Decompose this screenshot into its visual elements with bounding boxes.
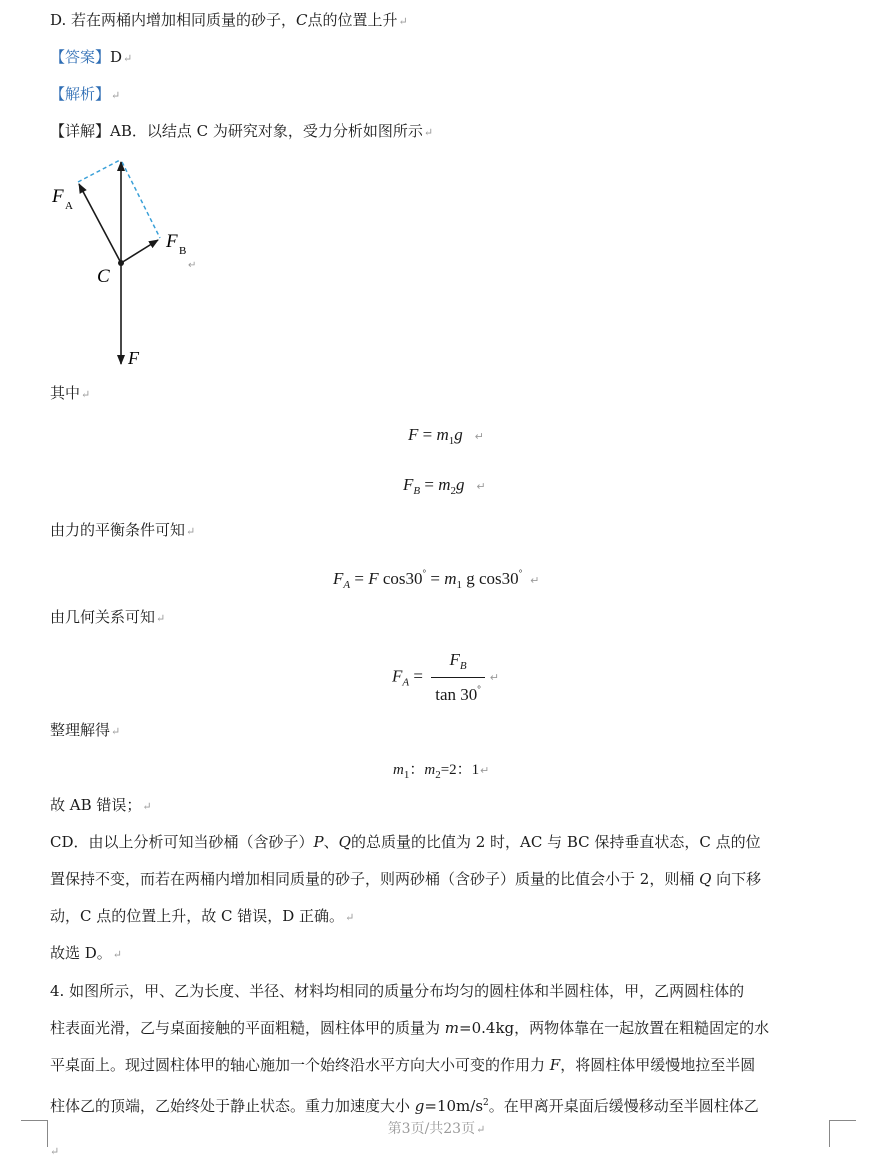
answer-line: 【答案】D↵ <box>50 48 133 66</box>
label-f: F <box>128 348 139 368</box>
q4-line-2: 柱表面光滑，乙与桌面接触的平面粗糙，圆柱体甲的质量为 m=0.4kg，两物体靠在一起放置在粗糙固定的水 <box>50 1019 770 1037</box>
arrow-fa <box>79 184 121 263</box>
detail-line: 【详解】AB．以结点 C 为研究对象，受力分析如图所示↵ <box>50 122 434 140</box>
label-c: C <box>97 266 110 287</box>
page-footer: 第3页/共23页↵ <box>387 1121 486 1137</box>
equation-3: $F_A = F$ $\cos 30^\circ = m_1$ g cos30°↵ <box>333 568 540 591</box>
label-fb: F <box>166 231 178 252</box>
q4-line-1: 4. 如图所示，甲、乙为长度、半径、材料均相同的质量分布均匀的圆柱体和半圆柱体，甲，乙两圆柱体的 <box>50 982 745 1000</box>
node-c <box>118 260 124 266</box>
end-mark: ↵ <box>50 1145 60 1158</box>
paragraph-mark: ↵ <box>398 15 408 28</box>
geometry-line: 由几何关系可知↵ <box>50 608 166 626</box>
equation-2: $F_B = m_2g$ ↵ <box>403 475 486 497</box>
svg-text:↵: ↵ <box>188 260 197 271</box>
equation-1: $F = m_1g$ ↵ <box>408 425 484 447</box>
label-fa-sub: A <box>65 200 73 212</box>
ratio-line: $m_1$：$m_2=2$：1↵ <box>393 762 490 781</box>
analysis-line: 【解析】↵ <box>50 85 121 103</box>
solve-line: 整理解得↵ <box>50 721 121 739</box>
dashed-line-top <box>78 160 120 182</box>
cd-line-1: CD．由以上分析可知当砂桶（含砂子）P、Q的总质量的比值为 2 时，AC 与 BC 保持垂直状态，C 点的位 <box>50 833 761 851</box>
q4-line-4: 柱体乙的顶端，乙始终处于静止状态。重力加速度大小 $g=10m/s^2$。在甲离开桌面后缓慢移动至半圆柱体乙 <box>50 1097 759 1115</box>
arrow-fb <box>121 240 158 263</box>
option-d: D. 若在两桶内增加相同质量的砂子，C点的位置上升↵ <box>50 11 408 29</box>
cd-line-2: 置保持不变，而若在两桶内增加相同质量的砂子，则两砂桶（含砂子）质量的比值会小于 2，则桶 Q 向下移 <box>50 870 762 888</box>
fraction: $\frac{F_B}{\tan 30^\circ}$ <box>431 650 485 705</box>
equation-4: $F_A$ = $\frac{F_B}{\tan 30^\circ}$ ↵ <box>392 650 500 704</box>
balance-line: 由力的平衡条件可知↵ <box>50 521 196 539</box>
answer-value: D <box>110 48 123 66</box>
detail-label: 【详解】 <box>50 122 111 140</box>
choose-line: 故选 D。↵ <box>50 944 123 962</box>
force-diagram <box>40 150 210 375</box>
page-number: 第3页/共23页 <box>387 1121 476 1137</box>
q4-line-3: 平桌面上。现过圆柱体甲的轴心施加一个始终沿水平方向大小可变的作用力 F，将圆柱体甲缓慢地拉至半圆 <box>50 1056 756 1074</box>
answer-label: 【答案】 <box>50 48 111 66</box>
ab-wrong-line: 故 AB 错误；↵ <box>50 796 152 814</box>
label-fa: F <box>52 186 64 207</box>
cd-line-3: 动，C 点的位置上升，故 C 错误，D 正确。↵ <box>50 907 355 925</box>
where-line: 其中↵ <box>50 384 91 402</box>
dashed-line-right <box>122 162 160 238</box>
label-fb-sub: B <box>179 245 187 257</box>
analysis-label: 【解析】 <box>50 85 111 103</box>
